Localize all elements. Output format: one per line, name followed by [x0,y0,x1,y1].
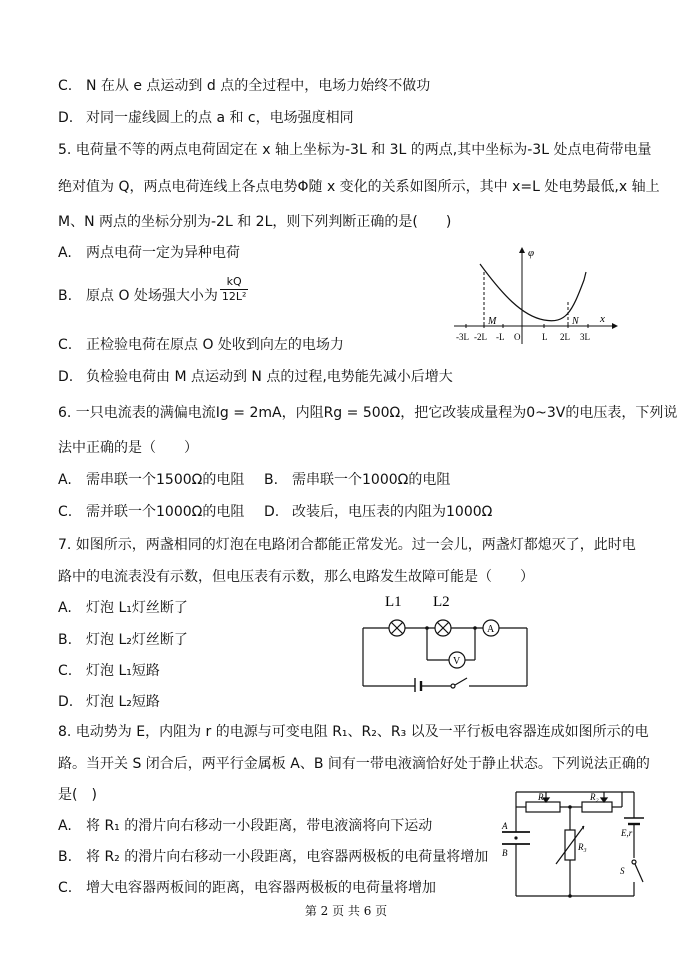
q8-stem-line-3: 是( ) [58,787,97,803]
ammeter-label: A [487,624,495,635]
potential-curve [480,264,586,321]
source-label: E,r [621,828,633,838]
q4-option-d [58,108,354,128]
option-label: A. [58,600,72,616]
tick-label: -L [496,332,505,342]
option-label: D. [264,504,280,520]
q6-options-row-2 [58,502,492,522]
q5-stem-line-1: 5. 电荷量不等的两点电荷固定在 x 轴上坐标为-3L 和 3L 的两点,其中坐标为-3L 处点电荷带电量 [58,142,652,158]
tick-label: -3L [456,332,469,342]
resistor-r1 [526,802,560,812]
plate-b-label: B [502,848,508,858]
q5-option-b [58,274,248,306]
option-label: D. [58,110,74,126]
y-axis-label: φ [528,247,535,259]
switch-blade [455,678,467,685]
tick-label: L [542,332,548,342]
option-label: B. [58,288,73,304]
q5-stem-line-2: 绝对值为 Q，两点电荷连线上各点电势Φ随 x 变化的关系如图所示，其中 x=L 处电势最低,x 轴上 [58,179,660,195]
option-label: A. [58,818,72,834]
page-footer: 第 2 页 共 6 页 [304,904,388,918]
q7-option-b [58,630,188,650]
voltmeter-label: V [453,656,461,667]
option-text: 需串联一个1500Ω的电阻 [86,472,245,488]
x-axis-arrow [612,323,618,329]
tick-labels [456,332,590,342]
q7-option-a [58,598,188,618]
option-label: C. [58,880,73,896]
q8-option-a [58,816,432,836]
q5-stem-line-3: M、N 两点的坐标分别为-2L 和 2L，则下列判断正确的是( ) [58,214,452,230]
option-label: B. [58,632,73,648]
switch-pivot [451,684,455,688]
fraction-denominator: 12L² [221,289,247,303]
lamp-l1-label: L1 [385,594,402,610]
option-label: C. [58,504,73,520]
tick-label: 3L [580,332,590,342]
option-text: 灯泡 L₁短路 [86,663,160,679]
q6-stem-line-1: 6. 一只电流表的满偏电流Ig = 2mA，内阻Rg = 500Ω，把它改装成量程为0~3V的电压表，下列说 [58,405,678,421]
x-axis-label: x [600,313,605,325]
q8-option-b [58,847,488,867]
option-label: D. [58,694,74,710]
option-text: 负检验电荷由 M 点运动到 N 点的过程,电势能先减小后增大 [86,369,453,385]
option-label: C. [58,663,73,679]
r2-label: R₂ [590,792,599,802]
q8-stem-line-1: 8. 电动势为 E，内阻为 r 的电源与可变电阻 R₁、R₂、R₃ 以及一平行板电容器连成如图所示的电 [58,724,649,740]
q4-option-c [58,76,430,96]
option-label: A. [58,472,72,488]
option-text: 对同一虚线圆上的点 a 和 c，电场强度相同 [86,110,354,126]
fraction-numerator: kQ [220,275,249,290]
q7-option-c [58,661,160,681]
option-label: C. [58,337,73,353]
option-text: 将 R₂ 的滑片向右移动一小段距离，电容器两极板的电荷量将增加 [86,849,489,865]
field-fraction [220,275,249,304]
option-label: B. [264,472,279,488]
switch-label: S [620,866,625,876]
q7-stem-line-1: 7. 如图所示，两盏相同的灯泡在电路闭合都能正常发光。过一会儿，两盏灯都熄灭了，此时电 [58,537,636,553]
q8-option-c [58,878,436,898]
tick-label: -2L [474,332,487,342]
option-text: 灯泡 L₂短路 [86,694,160,710]
lamp-circuit-diagram [355,590,535,692]
option-text: 灯泡 L₂灯丝断了 [86,632,188,648]
option-text: 改装后，电压表的内阻为1000Ω [292,504,493,520]
q8-stem-line-2: 路。当开关 S 闭合后，两平行金属板 A、B 间有一带电液滴恰好处于静止状态。下列说法正确的 [58,756,650,772]
q7-stem-line-2: 路中的电流表没有示数，但电压表有示数，那么电路发生故障可能是（ ） [58,569,534,585]
r3-label: R₃ [578,842,587,852]
plate-a-label: A [502,821,508,831]
r1-label: R₁ [538,792,547,802]
option-text: 两点电荷一定为异种电荷 [86,245,240,261]
option-text: 灯泡 L₁灯丝断了 [86,600,188,616]
q5-option-d [58,367,453,387]
option-label: C. [58,78,73,94]
q6-stem-line-2: 法中正确的是（ ） [58,440,198,456]
switch-blade [635,864,643,882]
charged-droplet [514,836,517,839]
option-text: 增大电容器两板间的距离，电容器两极板的电荷量将增加 [86,880,436,896]
resistor-r2 [582,802,612,812]
option-text: 将 R₁ 的滑片向右移动一小段距离，带电液滴将向下运动 [86,818,433,834]
q7-option-d [58,692,160,712]
y-axis-arrow [519,247,525,253]
lamp-l2-label: L2 [433,594,450,610]
point-n-label: N [572,316,579,327]
capacitor-circuit-diagram [494,784,644,902]
option-label: D. [58,369,74,385]
option-text: 原点 O 处场强大小为 [86,288,218,304]
q5-option-a [58,243,240,263]
option-text: 需串联一个1000Ω的电阻 [292,472,451,488]
q5-option-c [58,335,344,355]
option-text: N 在从 e 点运动到 d 点的全过程中，电场力始终不做功 [86,78,431,94]
potential-graph [452,244,620,348]
q6-options-row-1 [58,470,450,490]
option-label: B. [58,849,73,865]
point-m-label: M [488,316,497,327]
option-text: 正检验电荷在原点 O 处收到向左的电场力 [86,337,344,353]
option-label: A. [58,245,72,261]
option-text: 需并联一个1000Ω的电阻 [86,504,245,520]
tick-label: 2L [560,332,570,342]
switch-pivot [632,860,636,864]
tick-label: O [514,332,521,342]
